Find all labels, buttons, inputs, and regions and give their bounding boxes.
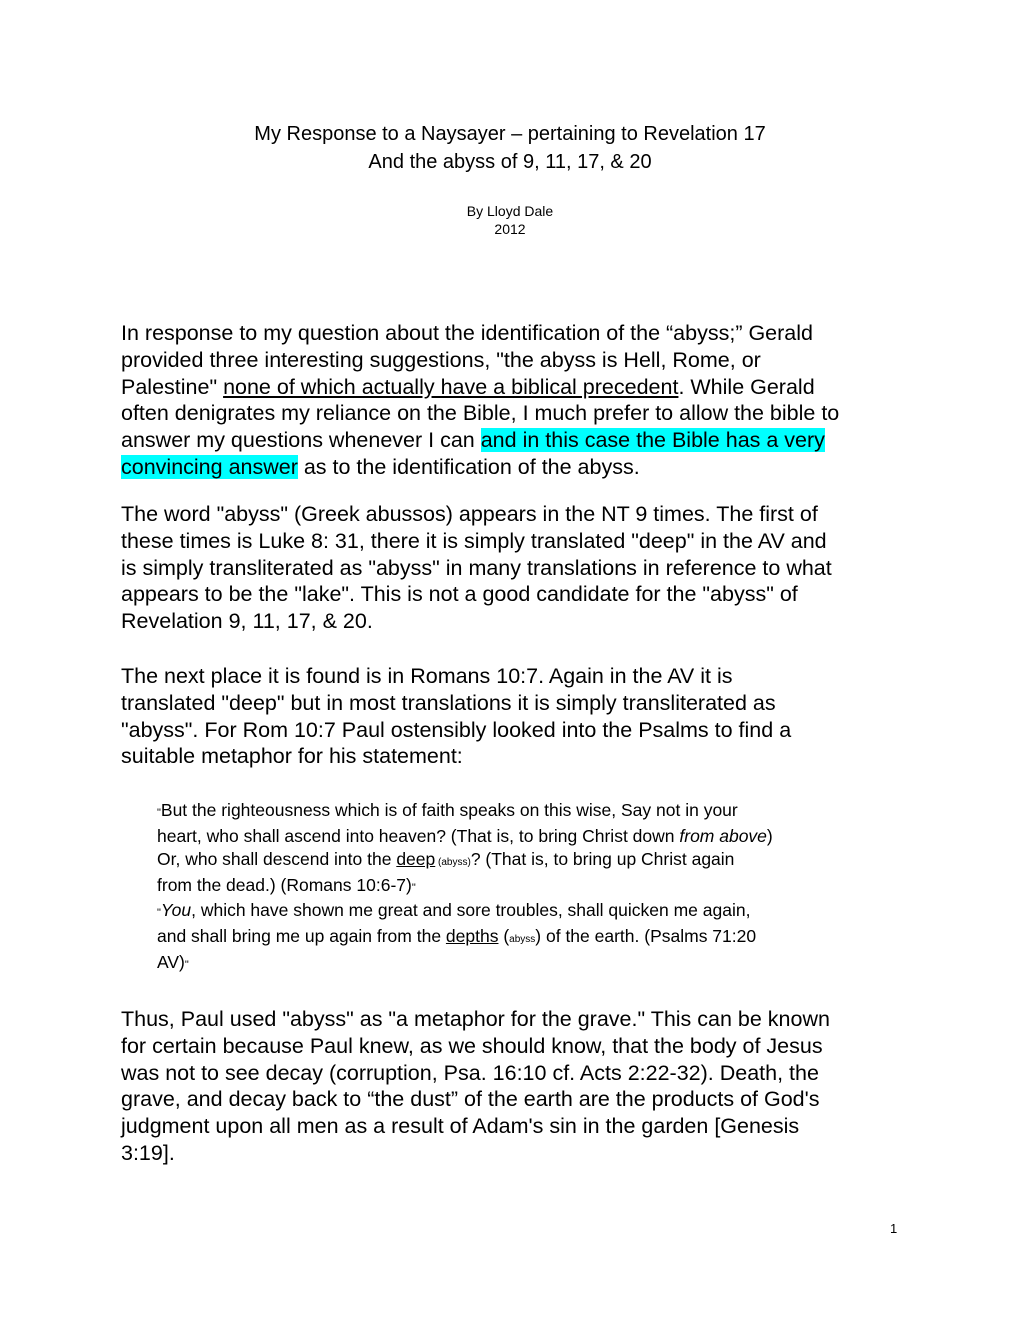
p1-line: provided three interesting suggestions, "the abyss is Hell, Rome, or [121, 347, 761, 372]
page-number: 1 [890, 1221, 898, 1236]
p1-line: In response to my question about the identification of the “abyss;” Gerald [121, 321, 813, 345]
p2-line: these times is Luke 8: 31, there it is simply translated "deep" in the AV and [121, 528, 827, 553]
p3-line: The next place it is found is in Romans 10:7. Again in the AV it is [121, 664, 733, 688]
year: 2012 [494, 221, 526, 237]
close-quote: " [411, 882, 416, 894]
p3-line: "abyss". For Rom 10:7 Paul ostensibly looked into the Psalms to find a [121, 717, 792, 742]
underlined-text: deep [396, 849, 436, 869]
p4-line: was not to see decay (corruption, Psa. 16:10 cf. Acts 2:22-32). Death, the [121, 1060, 819, 1085]
p3-line: translated "deep" but in most translations it is simply transliterated as [121, 690, 776, 715]
p1-line: Palestine" none of which actually have a biblical precedent. While Gerald [121, 374, 815, 399]
close-quote: " [184, 959, 189, 971]
p1-line: answer my questions whenever I can and in this case the Bible has a very [121, 428, 825, 453]
p2-line: Revelation 9, 11, 17, & 20. [121, 609, 373, 634]
highlighted-text: and in this case the Bible has a very [480, 428, 825, 453]
p2-line: appears to be the "lake". This is not a good candidate for the "abyss" of [121, 582, 798, 607]
highlighted-text: convincing answer [121, 454, 298, 479]
italic-text: from above [679, 826, 767, 846]
underlined-text: none of which actually have a biblical precedent [223, 374, 679, 399]
p4-line: judgment upon all men as a result of Adam's sin in the garden [Genesis [121, 1114, 800, 1139]
p4-line: Thus, Paul used "abyss" as "a metaphor for the grave." This can be known [121, 1007, 830, 1031]
small-note: (abyss) [435, 857, 471, 868]
quote-psalms: "You, which have shown me great and sore troubles, shall quicken me again, and shall bring me up again from the depths (abyss) of the earth. (Psalms 71:20 AV)" [157, 900, 757, 972]
open-quote: " [157, 907, 161, 919]
p4-line: 3:19]. [121, 1140, 175, 1165]
p2-line: is simply transliterated as "abyss" in many translations in reference to what [121, 555, 832, 580]
underlined-text: depths [445, 926, 499, 946]
p4-line: grave, and decay back to “the dust” of the earth are the products of God's [121, 1087, 820, 1112]
open-quote: " [157, 807, 161, 819]
p2-line: The word "abyss" (Greek abussos) appears in the NT 9 times. The first of [121, 502, 818, 526]
paragraph-3 [121, 663, 911, 770]
paragraph-2 [121, 501, 911, 635]
paragraph-1 [121, 320, 911, 481]
title-line-2: And the abyss of 9, 11, 17, & 20 [368, 151, 652, 173]
p1-line: often denigrates my reliance on the Bible, I much prefer to allow the bible to [121, 401, 840, 426]
paragraph-4 [121, 1006, 911, 1167]
quote-romans: "But the righteousness which is of faith speaks on this wise, Say not in your heart, who shall ascend into heaven? (That is, to bring Christ down from above) Or, who shall descend into the deep (abyss)? (That is, to bring up Christ again from the dead.) (Romans 10:6-7)" [157, 800, 773, 895]
title-line-1: My Response to a Naysayer – pertaining to Revelation 17 [254, 123, 766, 145]
p1-line: convincing answer as to the identification of the abyss. [121, 454, 640, 479]
author: By Lloyd Dale [466, 203, 554, 219]
p4-line: for certain because Paul knew, as we should know, that the body of Jesus [121, 1033, 823, 1058]
italic-text: You [160, 900, 192, 920]
p3-line: suitable metaphor for his statement: [121, 744, 463, 769]
small-note: abyss [509, 934, 536, 945]
